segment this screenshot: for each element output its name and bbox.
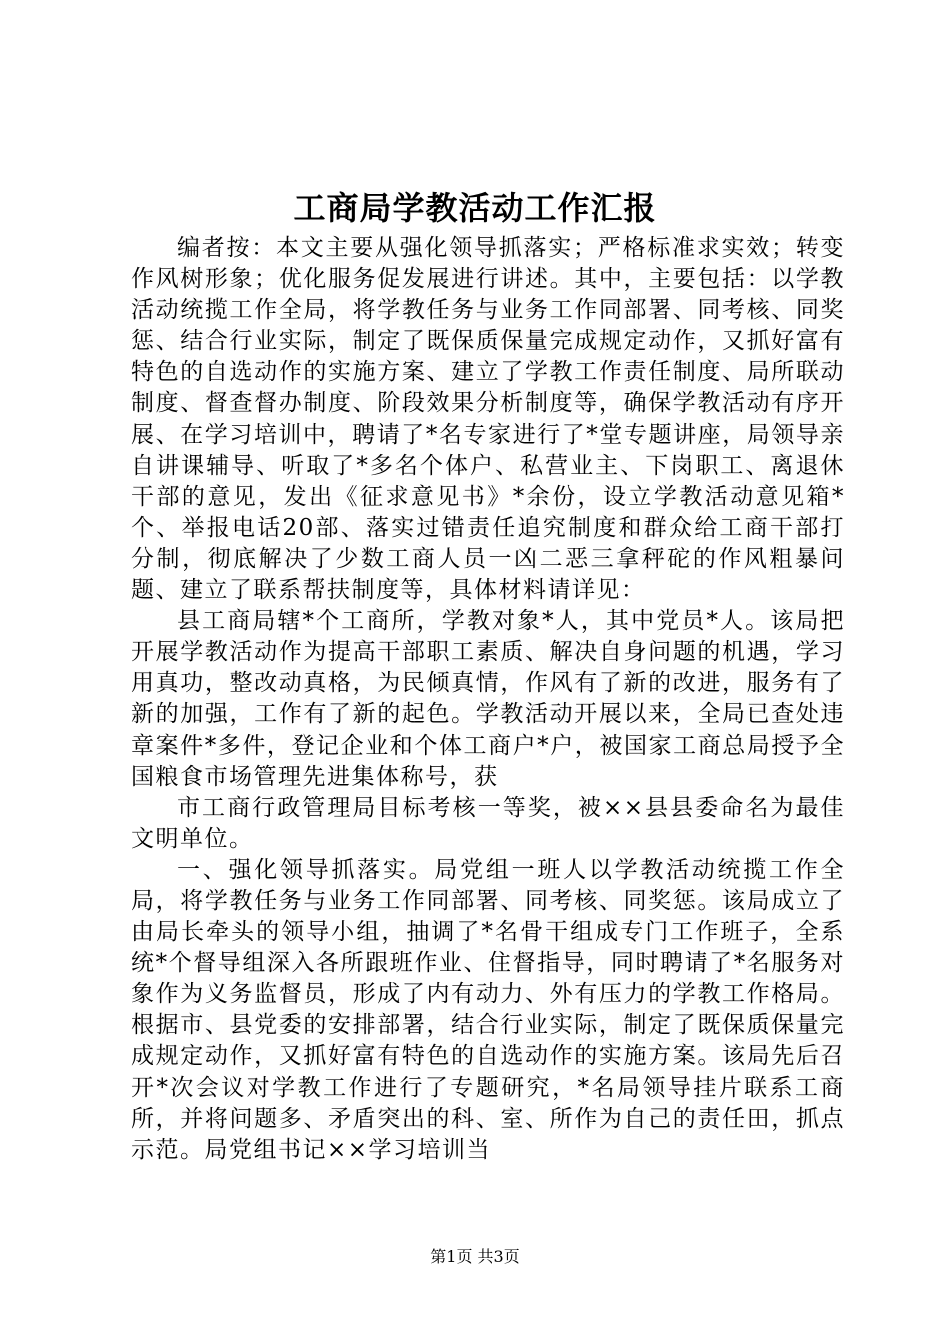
paragraph-section-one: 一、强化领导抓落实。局党组一班人以学教活动统揽工作全局，将学教任务与业务工作同部署、同考核、同奖惩。该局成立了由局长牵头的领导小组，抽调了*名骨干组成专门工作班子，全系统*个督导组深入各所跟班作业、住督指导，同时聘请了*名服务对象作为义务监督员，形成了内有动力、外有压力的学教工作格局。根据市、县党委的安排部署，结合行业实际，制定了既保质保量完成规定动作，又抓好富有特色的自选动作的实施方案。该局先后召开*次会议对学教工作进行了专题研究，*名局领导挂片联系工商所，并将问题多、矛盾突出的科、室、所作为自己的责任田，抓点示范。局党组书记××学习培训当	[131, 856, 845, 1163]
paragraph-awards: 市工商行政管理局目标考核一等奖，被××县县委命名为最佳文明单位。	[131, 794, 845, 852]
document-title: 工商局学教活动工作汇报	[293, 189, 657, 227]
paragraph-overview: 县工商局辖*个工商所，学教对象*人，其中党员*人。该局把开展学教活动作为提高干部职工素质、解决自身问题的机遇，学习用真功，整改动真格，为民倾真情，作风有了新的改进，服务有了新的加强，工作有了新的起色。学教活动开展以来，全局已查处违章案件*多件，登记企业和个体工商户*户，被国家工商总局授予全国粮食市场管理先进集体称号，获	[131, 608, 845, 790]
page-number-footer: 第1页 共3页	[430, 1247, 520, 1266]
paragraph-editor-note: 编者按：本文主要从强化领导抓落实；严格标准求实效；转变作风树形象；优化服务促发展进行讲述。其中，主要包括：以学教活动统揽工作全局，将学教任务与业务工作同部署、同考核、同奖惩、结合行业实际，制定了既保质保量完成规定动作，又抓好富有特色的自选动作的实施方案、建立了学教工作责任制度、局所联动制度、督查督办制度、阶段效果分析制度等，确保学教活动有序开展、在学习培训中，聘请了*名专家进行了*堂专题讲座，局领导亲自讲课辅导、听取了*多名个体户、私营业主、下岗职工、离退休干部的意见，发出《征求意见书》*余份，设立学教活动意见箱*个、举报电话20部、落实过错责任追究制度和群众给工商干部打分制，彻底解决了少数工商人员一凶二恶三拿秤砣的作风粗暴问题、建立了联系帮扶制度等，具体材料请详见：	[131, 235, 845, 604]
document-body	[131, 233, 845, 1166]
